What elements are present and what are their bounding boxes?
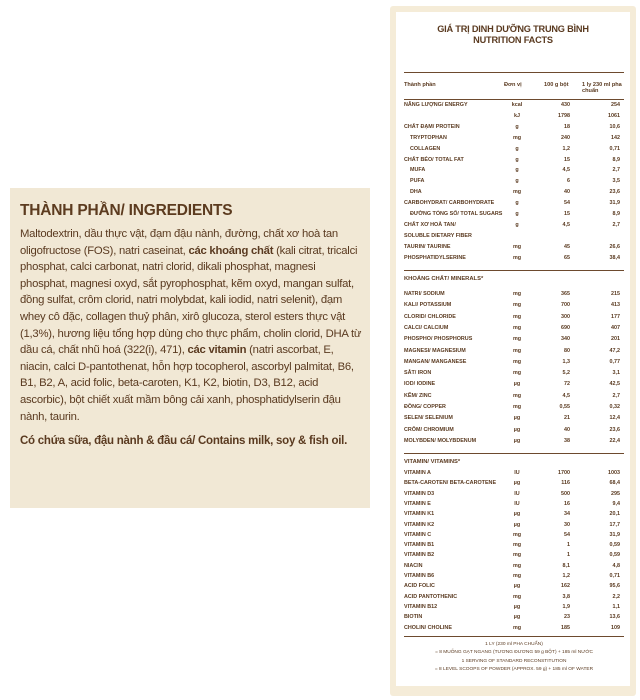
nutrient-unit: IU <box>514 470 520 476</box>
vitamins-title: VITAMIN/ VITAMINS* <box>404 459 461 465</box>
nutrient-row <box>404 300 624 310</box>
nutrient-unit: kcal <box>511 102 523 108</box>
value-per-100g: 4,5 <box>562 221 570 228</box>
nutrient-unit: g <box>515 156 519 163</box>
nutrient-unit: IU <box>514 490 520 497</box>
nutrient-row <box>404 133 624 143</box>
nutrient-unit: mg <box>512 624 522 631</box>
value-per-serving: 31,9 <box>609 531 620 538</box>
nutrient-row <box>404 220 624 230</box>
nutrient-unit: µg <box>513 583 521 590</box>
nutrient-unit: mg <box>512 562 522 569</box>
nutrient-unit: mg <box>512 347 522 354</box>
value-per-serving: 413 <box>611 302 620 309</box>
nutrient-name: ĐƯỜNG TỔNG SỐ/ TOTAL SUGARS <box>410 211 503 217</box>
value-per-serving: 407 <box>611 324 620 331</box>
nutrient-row <box>404 242 624 252</box>
nutrient-unit: mg <box>512 291 522 297</box>
header-name: Thành phần <box>404 82 436 88</box>
nutrient-row <box>404 413 624 423</box>
value-per-100g: 3,8 <box>562 593 570 600</box>
nutrient-unit: mg <box>512 573 522 579</box>
nutrient-unit: µg <box>513 480 521 487</box>
nutrient-unit: mg <box>512 313 522 320</box>
nutrient-row <box>404 379 624 389</box>
ingredients-segment: (natri ascorbat, E, niacin, calci D-pantothenat, hỗn hợp tocopherol, ascorbyl palmitat, B6, B1, B2, A, acid folic, beta-caroten, K1, K2, biotin, D3, B12, acid ascorbic), bột chiết xuất mầm bông cải xanh, phosphatidylserin đậu nành, taurin. <box>20 344 354 423</box>
nutrient-name: VITAMIN D3 <box>404 490 435 497</box>
nutrient-row <box>404 402 624 412</box>
value-per-100g: 1798 <box>558 112 570 119</box>
nutrient-name: MOLYBDEN/ MOLYBDENUM <box>404 437 477 444</box>
nutrient-row <box>404 391 624 401</box>
nutrient-name: VITAMIN B6 <box>404 573 435 579</box>
nutrient-row <box>404 425 624 435</box>
nutrient-name: CLORID/ CHLORIDE <box>404 313 456 320</box>
nutrient-name: TAURIN/ TAURINE <box>404 243 451 250</box>
nutrient-unit: mg <box>512 189 522 196</box>
minerals-title: KHOÁNG CHẤT/ MINERALS* <box>404 276 484 282</box>
nutrient-unit: kJ <box>514 112 520 119</box>
nutrient-name: VITAMIN A <box>404 470 431 476</box>
nutrient-row <box>404 436 624 446</box>
value-per-serving: 177 <box>611 313 620 320</box>
nutrient-unit: g <box>515 145 519 152</box>
value-per-100g: 38 <box>564 437 570 444</box>
value-per-100g: 30 <box>564 521 570 528</box>
value-per-serving: 13,6 <box>609 614 620 621</box>
nutrient-name: CHOLIN/ CHOLINE <box>404 624 452 631</box>
value-per-serving: 0,59 <box>609 552 620 559</box>
nutrient-name: NIACIN <box>404 562 423 569</box>
value-per-100g: 500 <box>561 490 570 497</box>
value-per-serving: 0,71 <box>609 573 620 579</box>
value-per-100g: 40 <box>564 426 570 433</box>
nutrient-row <box>404 357 624 367</box>
nutrient-name: ACID FOLIC <box>404 583 435 590</box>
nutrient-unit: g <box>515 200 519 207</box>
value-per-100g: 34 <box>564 511 570 518</box>
value-per-100g: 65 <box>564 254 570 261</box>
value-per-serving: 31,9 <box>609 200 620 207</box>
value-per-100g: 4,5 <box>562 392 570 399</box>
nutrient-name: VITAMIN B2 <box>404 552 435 559</box>
nutrient-row <box>404 581 624 591</box>
nutrient-row <box>404 592 624 602</box>
nutrient-name: CHẤT ĐẠM/ PROTEIN <box>404 123 460 130</box>
nutrient-unit: µg <box>513 603 521 610</box>
value-per-100g: 162 <box>561 583 570 590</box>
ingredients-highlight: các vitamin <box>187 344 247 357</box>
value-per-100g: 72 <box>564 381 570 388</box>
nutrient-name: VITAMIN K2 <box>404 521 435 528</box>
value-per-100g: 185 <box>561 624 570 631</box>
nutrient-unit: µg <box>513 381 521 388</box>
nutrient-name: PHOSPHO/ PHOSPHORUS <box>404 336 473 343</box>
value-per-100g: 45 <box>564 243 570 250</box>
value-per-serving: 0,59 <box>609 542 620 549</box>
nutrient-name: SELEN/ SELENIUM <box>404 415 453 422</box>
nutrient-unit: g <box>515 221 519 228</box>
value-per-serving: 68,4 <box>609 480 620 487</box>
nutrient-unit: mg <box>512 542 522 549</box>
serving-note-line: = 8 LEVEL SCOOPS OF POWDER (APPROX. 59 g) + 185 ml OF WATER <box>434 666 594 672</box>
value-per-100g: 1,9 <box>562 603 570 610</box>
serving-note-line: 1 SERVING OF STANDARD RECONSTITUTION <box>461 658 567 664</box>
value-per-serving: 0,71 <box>609 145 620 152</box>
value-per-serving: 2,7 <box>612 392 620 399</box>
nutrition-title-en: NUTRITION FACTS <box>473 35 553 45</box>
nutrition-facts-table <box>396 12 630 686</box>
value-per-serving: 47,2 <box>609 347 620 354</box>
nutrient-name: VITAMIN B1 <box>404 542 435 549</box>
value-per-serving: 23,6 <box>609 189 620 196</box>
value-per-serving: 254 <box>611 102 620 108</box>
value-per-serving: 0,32 <box>609 404 620 410</box>
nutrient-row <box>404 346 624 356</box>
value-per-serving: 2,7 <box>612 167 620 174</box>
value-per-serving: 109 <box>611 624 620 631</box>
value-per-serving: 3,1 <box>612 370 620 377</box>
nutrient-row <box>404 540 624 550</box>
nutrient-row <box>404 623 624 633</box>
nutrient-name: SOLUBLE DIETARY FIBER <box>404 232 472 239</box>
value-per-serving: 3,5 <box>612 178 620 185</box>
value-per-serving: 0,77 <box>609 358 620 365</box>
value-per-100g: 365 <box>561 291 570 297</box>
value-per-serving: 1,1 <box>612 603 620 610</box>
value-per-serving: 10,6 <box>609 123 620 130</box>
nutrient-unit: IU <box>514 500 520 507</box>
value-per-serving: 1003 <box>608 470 620 476</box>
nutrient-name: MAGNESI/ MAGNESIUM <box>404 347 466 354</box>
value-per-100g: 5,2 <box>562 370 570 377</box>
nutrient-row <box>404 550 624 560</box>
nutrient-row <box>404 468 624 478</box>
value-per-serving: 201 <box>611 336 620 343</box>
nutrient-row <box>404 155 624 165</box>
value-per-serving: 142 <box>611 134 620 141</box>
nutrient-name: VITAMIN E <box>404 500 431 507</box>
value-per-serving: 295 <box>611 490 620 497</box>
value-per-serving: 23,6 <box>609 426 620 433</box>
nutrient-unit: g <box>515 167 519 174</box>
nutrient-row <box>404 509 624 519</box>
nutrient-unit: mg <box>512 358 522 365</box>
nutrient-unit: µg <box>513 415 521 422</box>
nutrient-unit: µg <box>513 511 521 518</box>
value-per-100g: 40 <box>564 189 570 196</box>
nutrient-row <box>404 530 624 540</box>
value-per-serving: 2,7 <box>612 221 620 228</box>
value-per-serving: 38,4 <box>609 254 620 261</box>
nutrient-name: IOD/ IODINE <box>404 381 436 388</box>
ingredients-segment: Maltodextrin, dầu thực vật, đạm đậu nành, đường, chất xơ hoà tan oligofructose (FOS), natri caseinat, <box>20 228 338 257</box>
nutrient-name: VITAMIN K1 <box>404 511 435 518</box>
nutrient-unit: mg <box>512 324 522 331</box>
value-per-100g: 116 <box>561 480 570 487</box>
header-per100: 100 g bột <box>544 82 569 88</box>
value-per-100g: 1700 <box>558 470 570 476</box>
nutrient-row <box>404 253 624 263</box>
value-per-serving: 215 <box>611 291 620 297</box>
value-per-100g: 15 <box>564 156 570 163</box>
nutrient-row <box>404 571 624 581</box>
value-per-100g: 16 <box>564 500 570 507</box>
nutrient-row <box>404 209 624 219</box>
value-per-100g: 21 <box>564 415 570 422</box>
nutrient-row <box>404 499 624 509</box>
header-per-serving: 1 ly 230 ml pha chuẩn <box>582 82 622 94</box>
nutrient-name: KALI/ POTASSIUM <box>404 302 452 309</box>
value-per-serving: 95,6 <box>609 583 620 590</box>
vitamins-section <box>404 453 624 634</box>
nutrient-unit: mg <box>512 392 522 399</box>
ingredients-title: THÀNH PHẦN/ INGREDIENTS <box>20 202 233 219</box>
nutrient-name: VITAMIN C <box>404 531 432 538</box>
value-per-serving: 4,8 <box>612 562 620 569</box>
nutrient-unit: mg <box>512 370 522 377</box>
nutrient-unit: g <box>515 178 519 185</box>
value-per-serving: 42,5 <box>609 381 620 388</box>
value-per-100g: 54 <box>564 200 570 207</box>
value-per-serving: 26,6 <box>609 243 620 250</box>
value-per-serving: 22,4 <box>609 437 620 444</box>
value-per-100g: 1,2 <box>562 145 570 152</box>
nutrient-unit: mg <box>512 531 522 538</box>
value-per-100g: 1 <box>567 542 570 549</box>
nutrient-unit: mg <box>512 552 522 559</box>
nutrient-unit: µg <box>513 437 521 444</box>
nutrient-name: CALCI/ CALCIUM <box>404 324 449 331</box>
nutrient-unit: g <box>515 211 519 217</box>
value-per-serving: 12,4 <box>609 415 620 422</box>
value-per-serving: 8,9 <box>612 211 620 217</box>
nutrient-row <box>404 187 624 197</box>
nutrient-row <box>404 478 624 488</box>
nutrient-name: MANGAN/ MANGANESE <box>404 358 467 365</box>
nutrient-row <box>404 561 624 571</box>
nutrient-name: NĂNG LƯỢNG/ ENERGY <box>404 102 468 108</box>
value-per-serving: 20,1 <box>609 511 620 518</box>
nutrient-unit: mg <box>512 254 522 261</box>
nutrient-row <box>404 520 624 530</box>
ingredients-panel <box>10 188 370 508</box>
nutrient-name: MUFA <box>410 167 426 174</box>
value-per-serving: 9,4 <box>612 500 620 507</box>
nutrient-unit: mg <box>512 134 522 141</box>
nutrient-row <box>404 368 624 378</box>
nutrient-name: SẮT/ IRON <box>404 370 432 377</box>
value-per-100g: 430 <box>561 102 570 108</box>
value-per-100g: 690 <box>561 324 570 331</box>
nutrient-name: NATRI/ SODIUM <box>404 291 445 297</box>
nutrient-name: CARBOHYDRAT/ CARBOHYDRATE <box>404 200 495 207</box>
nutrient-row <box>404 602 624 612</box>
serving-note-line: = 8 MUỖNG GẠT NGANG (TƯƠNG ĐƯƠNG 59 g BỘT) + 185 ml NƯỚC <box>435 650 593 656</box>
nutrient-unit: mg <box>512 336 522 343</box>
nutrition-header-row <box>404 72 624 100</box>
nutrient-row <box>404 165 624 175</box>
nutrient-name: ACID PANTOTHENIC <box>404 593 458 600</box>
value-per-100g: 1 <box>567 552 570 559</box>
ingredients-segment: (kali citrat, tricalci phosphat, calci carbonat, natri clorid, dikali phosphat, magnesi phosphat, magnesi oxyd, sắt pyrophosphat, kẽm oxyd, mangan sulfat, đồng sulfat, crôm clorid, natri molybdat, kali iodid, natri selenit), đạm whey cô đặc, collagen thuỷ phân, xirô glucoza, sterol esters thực vật (1,3%), hương liệu tổng hợp dùng cho thực phẩm, cholin clorid, DHA từ dầu cá, chất nhũ hoá (322(i), 471), <box>20 244 362 357</box>
value-per-100g: 6 <box>567 178 570 185</box>
value-per-100g: 1,2 <box>562 573 570 579</box>
nutrient-row <box>404 144 624 154</box>
value-per-serving: 8,9 <box>612 156 620 163</box>
value-per-100g: 300 <box>561 313 570 320</box>
value-per-100g: 1,3 <box>562 358 570 365</box>
allergen-statement: Có chứa sữa, đậu nành & đầu cá/ Contains milk, soy & fish oil. <box>20 435 348 448</box>
nutrient-row <box>404 176 624 186</box>
value-per-100g: 23 <box>564 614 570 621</box>
nutrient-unit: mg <box>512 593 522 600</box>
nutrient-name: COLLAGEN <box>410 145 441 152</box>
value-per-serving: 2,2 <box>612 593 620 600</box>
nutrient-row <box>404 612 624 622</box>
value-per-100g: 700 <box>561 302 570 309</box>
value-per-100g: 15 <box>564 211 570 217</box>
nutrient-row <box>404 489 624 499</box>
nutrient-unit: µg <box>513 521 521 528</box>
nutrient-name: KẼM/ ZINC <box>404 392 432 399</box>
nutrient-unit: mg <box>512 302 522 309</box>
value-per-100g: 8,1 <box>562 562 570 569</box>
nutrient-unit: mg <box>512 243 522 250</box>
nutrient-name: CRÔM/ CHROMIUM <box>404 426 454 433</box>
serving-note <box>404 636 624 674</box>
nutrition-title <box>396 24 630 46</box>
value-per-100g: 54 <box>564 531 570 538</box>
nutrition-title-vi: GIÁ TRỊ DINH DƯỠNG TRUNG BÌNH <box>437 24 589 34</box>
nutrient-row <box>404 122 624 132</box>
nutrient-name: CHẤT XƠ HOÀ TAN/ <box>404 221 456 228</box>
nutrient-row <box>404 312 624 322</box>
nutrient-row <box>404 289 624 299</box>
nutrient-name: DHA <box>410 189 422 196</box>
nutrient-name: BIOTIN <box>404 614 423 621</box>
nutrient-name: VITAMIN B12 <box>404 603 438 610</box>
nutrient-row <box>404 111 624 121</box>
nutrient-name: CHẤT BÉO/ TOTAL FAT <box>404 156 464 163</box>
value-per-100g: 80 <box>564 347 570 354</box>
value-per-serving: 1061 <box>608 112 620 119</box>
ingredients-text <box>20 226 362 425</box>
nutrient-unit: g <box>515 123 519 130</box>
nutrient-name: BETA-CAROTEN/ BETA-CAROTENE <box>404 480 497 487</box>
nutrient-name: PUFA <box>410 178 425 185</box>
value-per-100g: 0,55 <box>559 404 570 410</box>
serving-note-line: 1 LY (230 ml PHA CHUẨN) <box>485 642 543 647</box>
value-per-100g: 240 <box>561 134 570 141</box>
nutrient-unit: mg <box>512 404 522 410</box>
macros-section <box>404 98 624 268</box>
nutrient-row <box>404 334 624 344</box>
nutrient-unit: µg <box>513 426 521 433</box>
nutrient-row <box>404 231 624 241</box>
nutrient-row <box>404 198 624 208</box>
nutrient-row <box>404 323 624 333</box>
nutrient-name: ĐỒNG/ COPPER <box>404 404 446 410</box>
nutrient-row <box>404 100 624 110</box>
value-per-100g: 4,5 <box>562 167 570 174</box>
value-per-serving: 17,7 <box>609 521 620 528</box>
value-per-100g: 340 <box>561 336 570 343</box>
ingredients-highlight: các khoáng chất <box>188 244 274 257</box>
minerals-section <box>404 270 624 451</box>
header-unit: Đơn vị <box>504 82 522 88</box>
nutrition-facts-panel <box>390 6 636 696</box>
value-per-100g: 18 <box>564 123 570 130</box>
nutrient-name: PHOSPHATIDYLSERINE <box>404 254 466 261</box>
nutrient-unit: µg <box>513 614 521 621</box>
nutrient-name: TRYPTOPHAN <box>410 134 447 141</box>
